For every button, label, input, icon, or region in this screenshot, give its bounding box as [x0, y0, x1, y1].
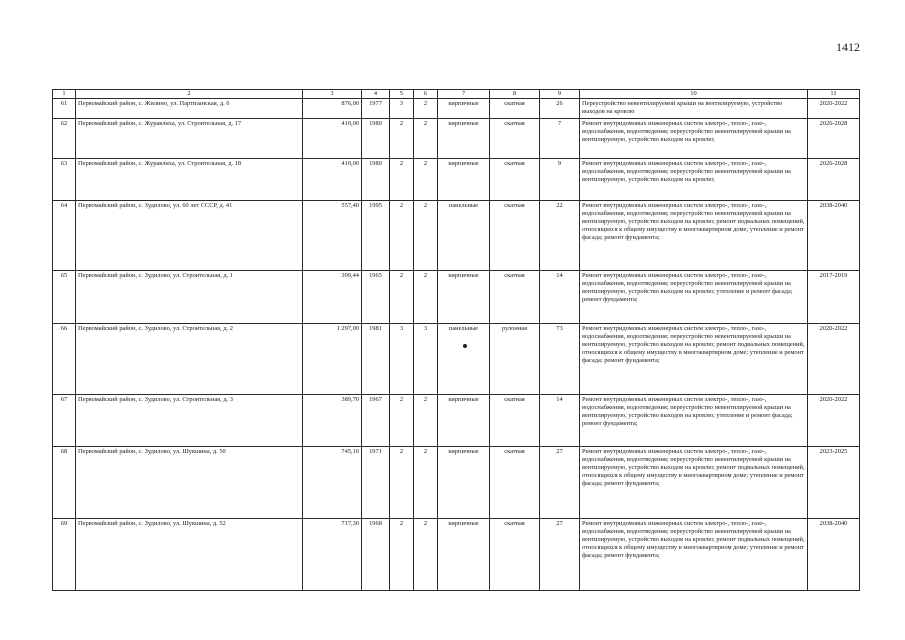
- header-row: [53, 90, 860, 99]
- residents-cell: 73: [540, 323, 580, 394]
- row-number: 64: [53, 200, 76, 270]
- roof-cell: скатная: [490, 518, 540, 590]
- year-cell: 1977: [362, 99, 390, 118]
- works-cell: Ремонт внутридомовых инженерных систем электро-, тепло-, газо-, водоснабжения, водоотведения; переустройство невентилируемой крыши на вентилируемую, устройство выходов на кровлю; ремонт подвальных помещений, относящихся к общему имуществу в многоквартирном доме; утепление и ремонт фасада; ремонт фундамента;: [580, 323, 808, 394]
- walls-cell: кирпичные: [438, 270, 490, 323]
- column-number-4: 4: [362, 90, 390, 99]
- works-cell: Ремонт внутридомовых инженерных систем электро-, тепло-, газо-, водоснабжения, водоотведения; переустройство невентилируемой крыши на вентилируемую, устройство выходов на кровлю; ремонт подвальных помещений, относящихся к общему имуществу в многоквартирном доме; утепление и ремонт фасада; ремонт фундамента;: [580, 446, 808, 518]
- registry-table: [52, 89, 860, 591]
- entrances-cell: 3: [414, 323, 438, 394]
- walls-cell: кирпичные: [438, 158, 490, 200]
- period-cell: 2026-2028: [808, 158, 860, 200]
- period-cell: 2020-2022: [808, 99, 860, 118]
- entrances-cell: 2: [414, 270, 438, 323]
- row-number: 66: [53, 323, 76, 394]
- column-number-3: 3: [303, 90, 362, 99]
- address-cell: Первомайский район, с. Журавлиха, ул. Строительная, д. 17: [76, 118, 303, 158]
- year-cell: 1980: [362, 158, 390, 200]
- table-body: [53, 99, 860, 590]
- walls-cell: кирпичные: [438, 394, 490, 446]
- column-number-8: 8: [490, 90, 540, 99]
- works-cell: Ремонт внутридомовых инженерных систем электро-, тепло-, газо-, водоснабжения, водоотведения; переустройство невентилируемой крыши на вентилируемую, устройство выходов на кровлю; утепление и ремонт фасада; ремонт фундамента;: [580, 270, 808, 323]
- works-cell: Ремонт внутридомовых инженерных систем электро-, тепло-, газо-, водоснабжения, водоотведения; переустройство невентилируемой крыши на вентилируемую, устройство выходов на кровлю; утепление и ремонт фасада; ремонт фундамента;: [580, 394, 808, 446]
- works-cell: Ремонт внутридомовых инженерных систем электро-, тепло-, газо-, водоснабжения, водоотведения; переустройство невентилируемой крыши на вентилируемую, устройство выходов на кровлю; ремонт подвальных помещений, относящихся к общему имуществу в многоквартирном доме; утепление и ремонт фасада; ремонт фундамента;: [580, 200, 808, 270]
- row-number: 61: [53, 99, 76, 118]
- entrances-cell: 2: [414, 446, 438, 518]
- area-cell: 389,70: [303, 394, 362, 446]
- area-cell: 745,10: [303, 446, 362, 518]
- walls-cell: панельные: [438, 200, 490, 270]
- year-cell: 1980: [362, 118, 390, 158]
- table-row: [53, 200, 860, 270]
- residents-cell: 7: [540, 118, 580, 158]
- floors-cell: 3: [390, 323, 414, 394]
- column-number-2: 2: [76, 90, 303, 99]
- row-number: 65: [53, 270, 76, 323]
- walls-cell: кирпичные: [438, 446, 490, 518]
- roof-cell: скатная: [490, 270, 540, 323]
- residents-cell: 14: [540, 394, 580, 446]
- year-cell: 1968: [362, 518, 390, 590]
- table-row: [53, 270, 860, 323]
- walls-cell: панельные: [438, 323, 490, 394]
- residents-cell: 14: [540, 270, 580, 323]
- table-header: [53, 90, 860, 99]
- address-cell: Первомайский район, с. Жилино, ул. Партизанская, д. 6: [76, 99, 303, 118]
- works-cell: Ремонт внутридомовых инженерных систем электро-, тепло-, газо-, водоснабжения, водоотведения; переустройство невентилируемой крыши на вентилируемую, устройство выходов на кровлю;: [580, 158, 808, 200]
- year-cell: 1981: [362, 323, 390, 394]
- works-cell: Переустройство невентилируемой крыши на вентилируемую, устройство выходов на кровлю: [580, 99, 808, 118]
- entrances-cell: 2: [414, 99, 438, 118]
- year-cell: 1971: [362, 446, 390, 518]
- row-number: 69: [53, 518, 76, 590]
- walls-cell: кирпичные: [438, 518, 490, 590]
- address-cell: Первомайский район, с. Зудилово, ул. Шукшина, д. 50: [76, 446, 303, 518]
- floors-cell: 2: [390, 200, 414, 270]
- floors-cell: 2: [390, 270, 414, 323]
- works-cell: Ремонт внутридомовых инженерных систем электро-, тепло-, газо-, водоснабжения, водоотведения; переустройство невентилируемой крыши на вентилируемую, устройство выходов на кровлю;: [580, 118, 808, 158]
- address-cell: Первомайский район, с. Зудилово, ул. Строительная, д. 1: [76, 270, 303, 323]
- area-cell: 410,00: [303, 118, 362, 158]
- address-cell: Первомайский район, с. Журавлиха, ул. Строительная, д. 18: [76, 158, 303, 200]
- page-number: 1412: [836, 40, 860, 54]
- roof-cell: рулонная: [490, 323, 540, 394]
- roof-cell: скатная: [490, 394, 540, 446]
- entrances-cell: 2: [414, 394, 438, 446]
- entrances-cell: 2: [414, 200, 438, 270]
- floors-cell: 2: [390, 446, 414, 518]
- table-row: [53, 394, 860, 446]
- column-number-5: 5: [390, 90, 414, 99]
- roof-cell: скатная: [490, 446, 540, 518]
- entrances-cell: 2: [414, 518, 438, 590]
- column-number-7: 7: [438, 90, 490, 99]
- address-cell: Первомайский район, с. Зудилово, ул. Шукшина, д. 52: [76, 518, 303, 590]
- area-cell: 557,40: [303, 200, 362, 270]
- period-cell: 2017-2019: [808, 270, 860, 323]
- table-row: [53, 323, 860, 394]
- works-cell: Ремонт внутридомовых инженерных систем электро-, тепло-, газо-, водоснабжения, водоотведения; переустройство невентилируемой крыши на вентилируемую, устройство выходов на кровлю; ремонт подвальных помещений, относящихся к общему имуществу в многоквартирном доме; утепление и ремонт фасада; ремонт фундамента;: [580, 518, 808, 590]
- row-number: 62: [53, 118, 76, 158]
- address-cell: Первомайский район, с. Зудилово, ул. Строительная, д. 2: [76, 323, 303, 394]
- floors-cell: 2: [390, 158, 414, 200]
- column-number-9: 9: [540, 90, 580, 99]
- area-cell: 1 297,00: [303, 323, 362, 394]
- period-cell: 2023-2025: [808, 446, 860, 518]
- period-cell: 2026-2028: [808, 118, 860, 158]
- walls-cell: кирпичные: [438, 99, 490, 118]
- period-cell: 2038-2040: [808, 200, 860, 270]
- roof-cell: скатная: [490, 200, 540, 270]
- floors-cell: 2: [390, 394, 414, 446]
- table-row: [53, 518, 860, 590]
- roof-cell: скатная: [490, 118, 540, 158]
- row-number: 68: [53, 446, 76, 518]
- area-cell: 410,00: [303, 158, 362, 200]
- roof-cell: скатная: [490, 158, 540, 200]
- residents-cell: 27: [540, 446, 580, 518]
- residents-cell: 26: [540, 99, 580, 118]
- area-cell: 399,44: [303, 270, 362, 323]
- table-row: [53, 118, 860, 158]
- year-cell: 1967: [362, 394, 390, 446]
- column-number-11: 11: [808, 90, 860, 99]
- row-number: 63: [53, 158, 76, 200]
- period-cell: 2020-2022: [808, 394, 860, 446]
- entrances-cell: 2: [414, 158, 438, 200]
- table-row: [53, 99, 860, 118]
- residents-cell: 27: [540, 518, 580, 590]
- area-cell: 876,00: [303, 99, 362, 118]
- roof-cell: скатная: [490, 99, 540, 118]
- year-cell: 1995: [362, 200, 390, 270]
- period-cell: 2038-2040: [808, 518, 860, 590]
- floors-cell: 3: [390, 99, 414, 118]
- period-cell: 2020-2022: [808, 323, 860, 394]
- floors-cell: 2: [390, 118, 414, 158]
- residents-cell: 9: [540, 158, 580, 200]
- residents-cell: 22: [540, 200, 580, 270]
- year-cell: 1965: [362, 270, 390, 323]
- scan-speck-dot: [463, 344, 467, 348]
- column-number-1: 1: [53, 90, 76, 99]
- area-cell: 717,30: [303, 518, 362, 590]
- floors-cell: 2: [390, 518, 414, 590]
- address-cell: Первомайский район, с. Зудилово, ул. Строительная, д. 3: [76, 394, 303, 446]
- column-number-6: 6: [414, 90, 438, 99]
- entrances-cell: 2: [414, 118, 438, 158]
- row-number: 67: [53, 394, 76, 446]
- table-row: [53, 446, 860, 518]
- address-cell: Первомайский район, с. Зудилово, ул. 60 лет СССР, д. 41: [76, 200, 303, 270]
- column-number-10: 10: [580, 90, 808, 99]
- walls-cell: кирпичные: [438, 118, 490, 158]
- table-row: [53, 158, 860, 200]
